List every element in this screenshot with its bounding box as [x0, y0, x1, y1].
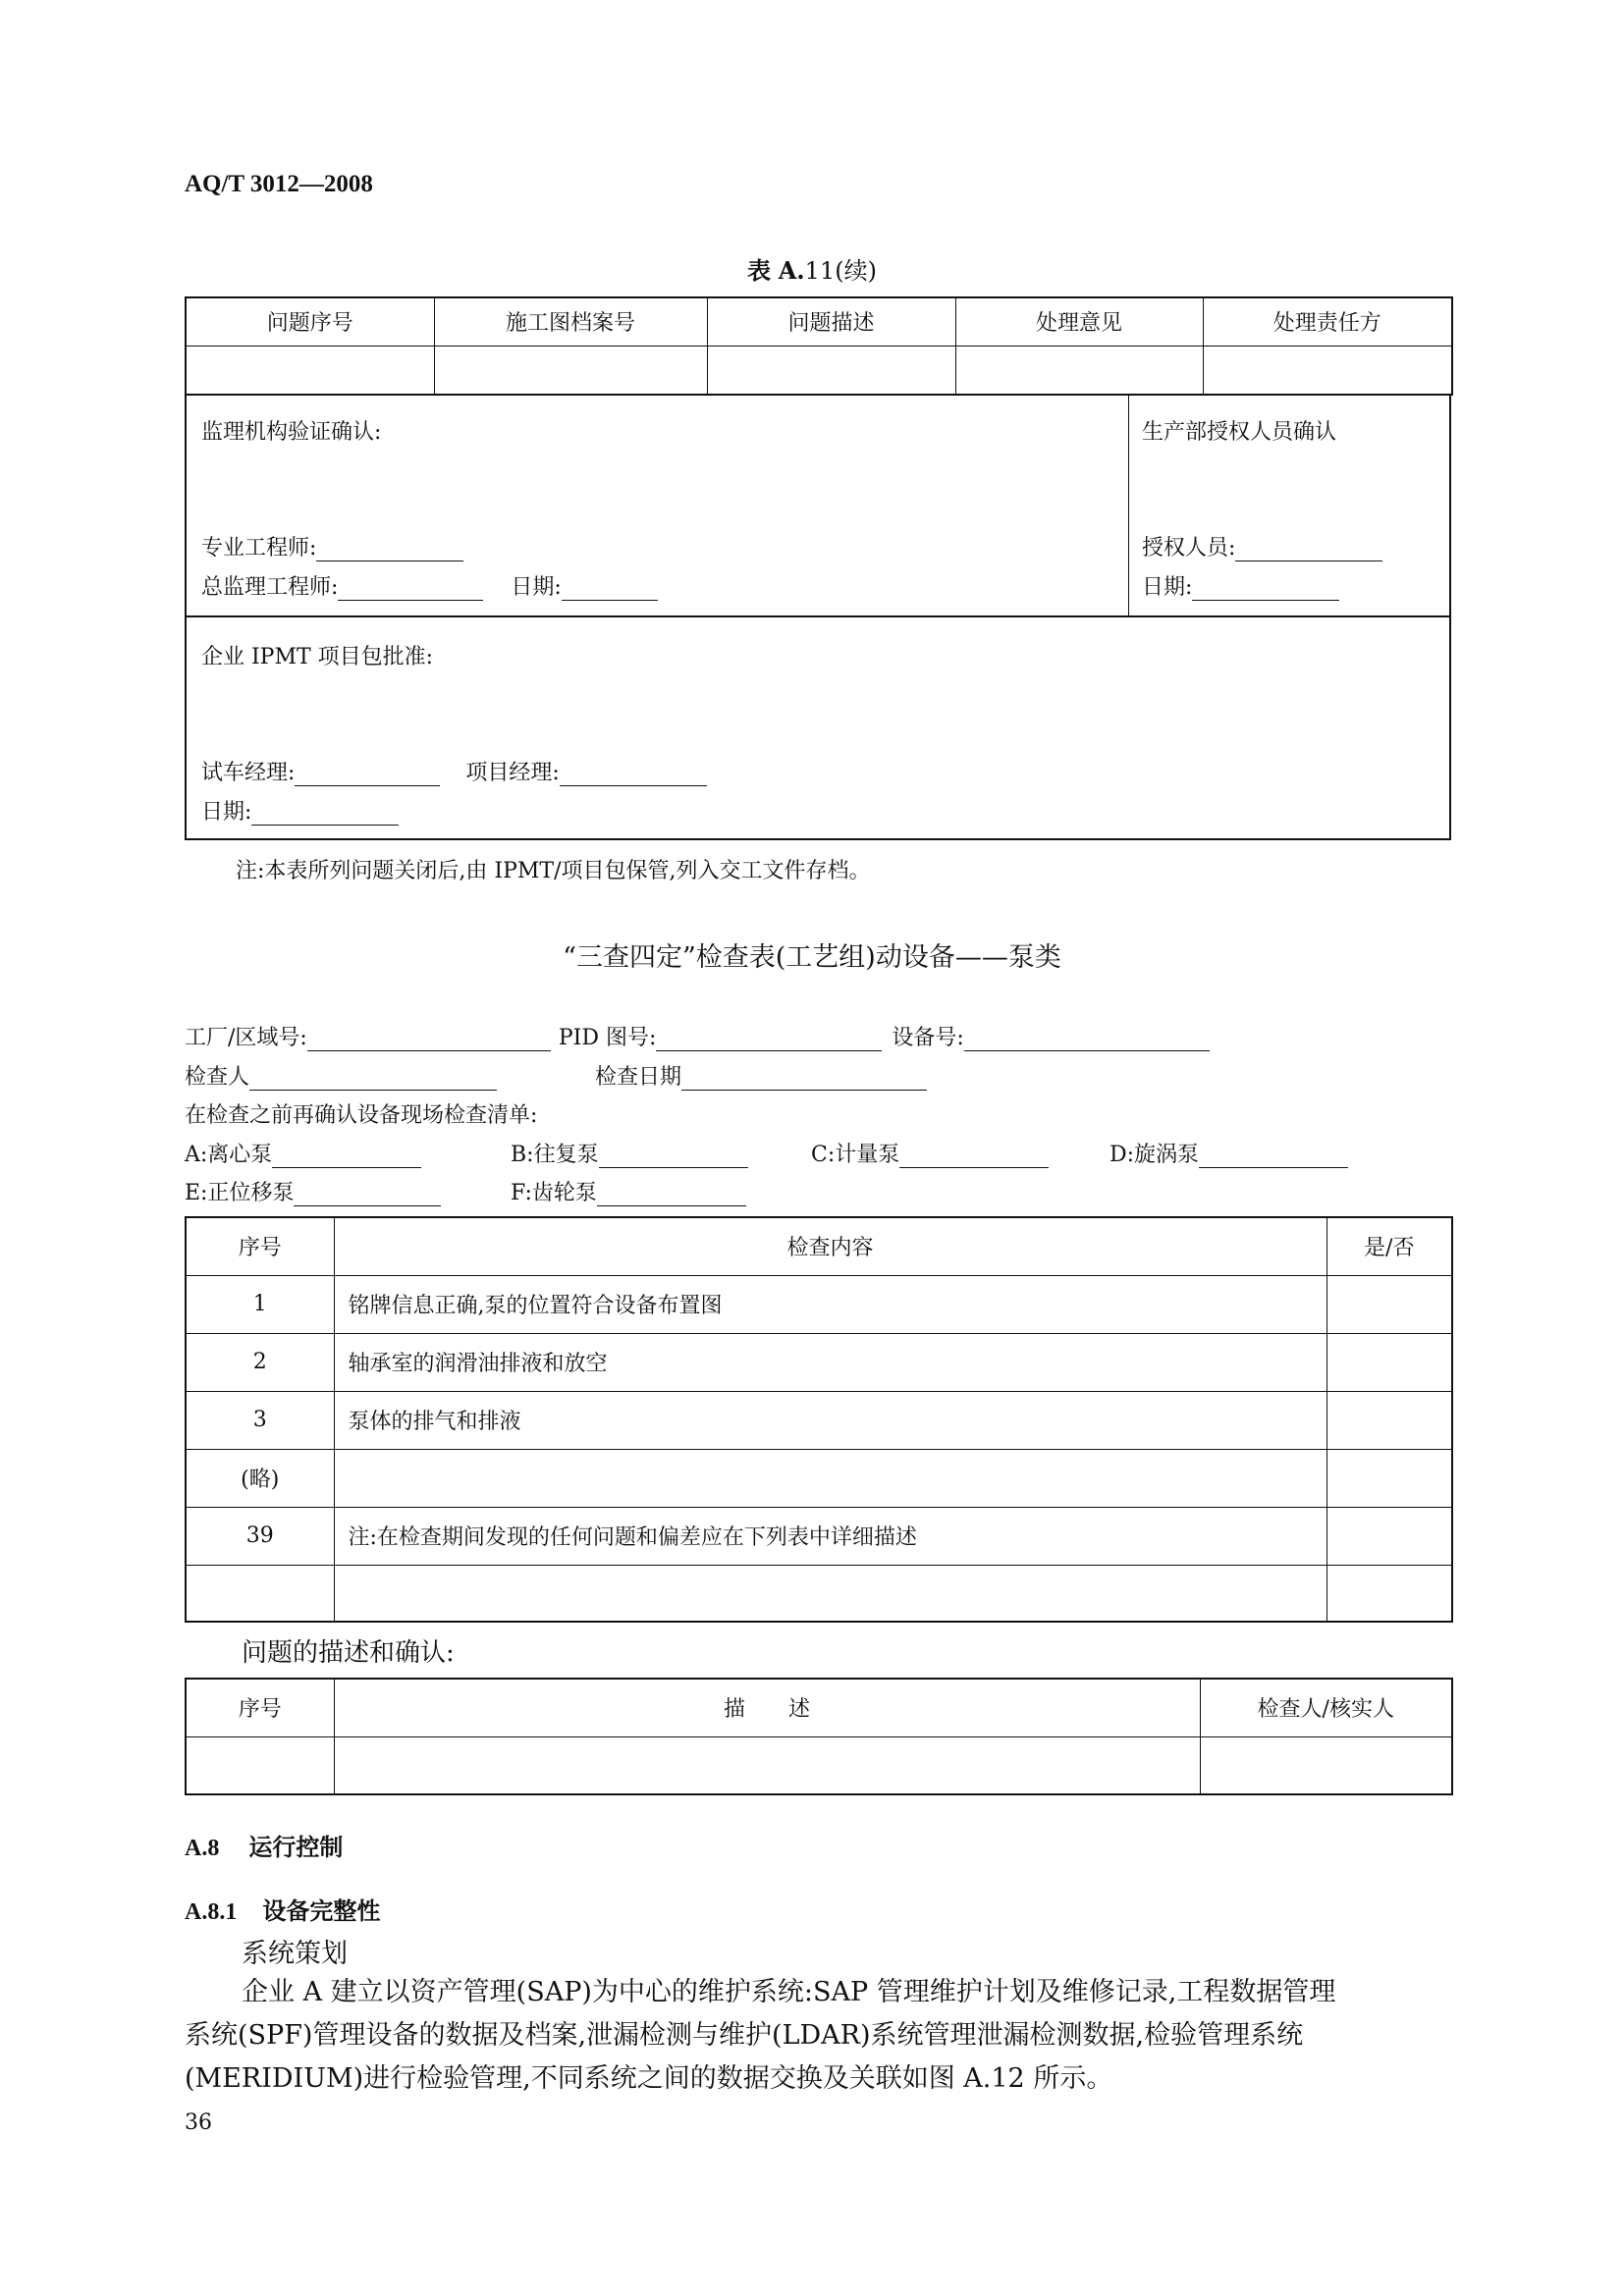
caption-suffix: (续) — [835, 257, 877, 285]
table-row — [186, 1391, 1452, 1449]
row-no: 3 — [186, 1391, 334, 1449]
checklist-table — [185, 1216, 1453, 1623]
empty-cell — [334, 1736, 1200, 1794]
row-no — [186, 1565, 334, 1622]
pid-line — [656, 1029, 882, 1051]
section-title: 运行控制 — [248, 1834, 344, 1861]
blank-line — [599, 1146, 748, 1168]
section-number: A.8.1 — [185, 1899, 238, 1925]
col-description: 描 述 — [334, 1679, 1200, 1736]
pm-label: 项目经理: — [465, 761, 560, 785]
row-check — [1326, 1507, 1452, 1565]
equip-label: 设备号: — [892, 1026, 964, 1050]
problems-label: 问题的描述和确认: — [242, 1638, 455, 1668]
row-check — [1326, 1391, 1452, 1449]
signature-line — [338, 578, 483, 601]
checklist-fields-row1 — [185, 1021, 1210, 1051]
row-content: 铭牌信息正确,泵的位置符合设备布置图 — [334, 1275, 1326, 1333]
date-label: 日期: — [511, 575, 562, 600]
col-opinion: 处理意见 — [955, 297, 1203, 346]
checklist-fields-row2 — [185, 1060, 927, 1091]
table-row — [186, 1333, 1452, 1391]
row-check — [1326, 1565, 1452, 1622]
empty-cell — [186, 1736, 334, 1794]
empty-cell — [955, 346, 1203, 395]
pump-type-d: D:旋涡泵 — [1110, 1138, 1348, 1168]
row-no: 2 — [186, 1333, 334, 1391]
production-date-field — [1142, 570, 1339, 601]
authorized-field — [1142, 531, 1382, 561]
signature-line — [1235, 539, 1382, 561]
row-content: 注:在检查期间发现的任何问题和偏差应在下列表中详细描述 — [334, 1507, 1326, 1565]
paragraph-line-1: 企业 A 建立以资产管理(SAP)为中心的维护系统:SAP 管理维护计划及维修记录,工程数据管理 — [242, 1977, 1336, 2007]
section-a8 — [185, 1828, 343, 1862]
table-caption — [0, 251, 1624, 286]
managers-field — [201, 756, 707, 786]
inspector-line — [249, 1068, 497, 1091]
problems-table — [185, 1678, 1453, 1795]
plant-label: 工厂/区域号: — [185, 1026, 307, 1050]
inspect-date-line — [681, 1068, 927, 1091]
trial-label: 试车经理: — [201, 761, 296, 785]
pid-label: PID 图号: — [558, 1026, 657, 1050]
section-number: A.8 — [185, 1836, 220, 1861]
caption-id: A. — [778, 256, 805, 285]
blank-line — [272, 1146, 421, 1168]
date-label: 日期: — [201, 800, 252, 825]
caption-prefix: 表 — [747, 256, 772, 285]
col-description: 问题描述 — [707, 297, 955, 346]
engineer-field — [201, 531, 463, 561]
row-content — [334, 1449, 1326, 1507]
col-yes-no: 是/否 — [1326, 1217, 1452, 1275]
pump-type-e: E:正位移泵 — [185, 1176, 441, 1206]
empty-cell — [1200, 1736, 1452, 1794]
pump-type-a: A:离心泵 — [185, 1138, 421, 1168]
issue-table — [185, 296, 1453, 396]
signature-line — [295, 764, 440, 786]
plant-line — [307, 1029, 551, 1051]
equip-line — [964, 1029, 1210, 1051]
paragraph-line-3: (MERIDIUM)进行检验管理,不同系统之间的数据交换及关联如图 A.12 所示。 — [185, 2063, 1113, 2094]
col-no: 序号 — [186, 1217, 334, 1275]
engineer-label: 专业工程师: — [201, 536, 317, 561]
date-line — [562, 578, 658, 601]
signature-line — [316, 539, 463, 561]
empty-cell — [1203, 346, 1452, 395]
inspect-date-label: 检查日期 — [595, 1065, 682, 1090]
chief-field — [201, 570, 658, 601]
col-no: 序号 — [186, 1679, 334, 1736]
row-content: 泵体的排气和排液 — [334, 1391, 1326, 1449]
date-line — [1192, 578, 1339, 601]
production-title: 生产部授权人员确认 — [1142, 420, 1337, 445]
inspector-label: 检查人 — [185, 1065, 250, 1090]
table-row — [186, 1507, 1452, 1565]
blank-line — [597, 1184, 746, 1206]
divider — [1128, 394, 1129, 615]
chief-label: 总监理工程师: — [201, 575, 339, 600]
section-a81 — [185, 1892, 380, 1926]
col-content: 检查内容 — [334, 1217, 1326, 1275]
table-row — [186, 1275, 1452, 1333]
row-no: (略) — [186, 1449, 334, 1507]
blank-line — [899, 1146, 1049, 1168]
pump-type-c: C:计量泵 — [811, 1138, 1049, 1168]
blank-line — [294, 1184, 441, 1206]
row-no: 39 — [186, 1507, 334, 1565]
empty-cell — [186, 346, 434, 395]
row-content — [334, 1565, 1326, 1622]
row-content: 轴承室的润滑油排液和放空 — [334, 1333, 1326, 1391]
row-no: 1 — [186, 1275, 334, 1333]
ipmt-title: 企业 IPMT 项目包批准: — [201, 645, 434, 669]
ipmt-date-field — [201, 795, 399, 826]
pump-type-b: B:往复泵 — [511, 1138, 748, 1168]
page-number: 36 — [185, 2110, 212, 2135]
col-issue-no: 问题序号 — [186, 297, 434, 346]
section-title: 设备完整性 — [262, 1897, 381, 1925]
row-check — [1326, 1333, 1452, 1391]
subheading: 系统策划 — [242, 1939, 348, 1969]
col-inspector: 检查人/核实人 — [1200, 1679, 1452, 1736]
signature-line — [560, 764, 707, 786]
checklist-title: “三查四定”检查表(工艺组)动设备——泵类 — [563, 942, 1061, 973]
authorized-label: 授权人员: — [1142, 536, 1236, 561]
col-drawing-no: 施工图档案号 — [434, 297, 707, 346]
table-row — [186, 1449, 1452, 1507]
supervision-title: 监理机构验证确认: — [201, 420, 382, 445]
caption-num: 11 — [804, 257, 836, 285]
pump-type-f: F:齿轮泵 — [511, 1176, 746, 1206]
date-label: 日期: — [1142, 575, 1193, 600]
row-check — [1326, 1449, 1452, 1507]
blank-line — [1199, 1146, 1348, 1168]
row-check — [1326, 1275, 1452, 1333]
col-responsible: 处理责任方 — [1203, 297, 1452, 346]
empty-cell — [707, 346, 955, 395]
confirm-text: 在检查之前再确认设备现场检查清单: — [185, 1103, 538, 1128]
table-note: 注:本表所列问题关闭后,由 IPMT/项目包保管,列入交工文件存档。 — [236, 859, 871, 883]
table-row — [186, 1565, 1452, 1622]
document-code: AQ/T 3012—2008 — [185, 171, 373, 197]
date-line — [251, 803, 399, 826]
paragraph-line-2: 系统(SPF)管理设备的数据及档案,泄漏检测与维护(LDAR)系统管理泄漏检测数据,检验管理系统 — [185, 2020, 1304, 2051]
empty-cell — [434, 346, 707, 395]
